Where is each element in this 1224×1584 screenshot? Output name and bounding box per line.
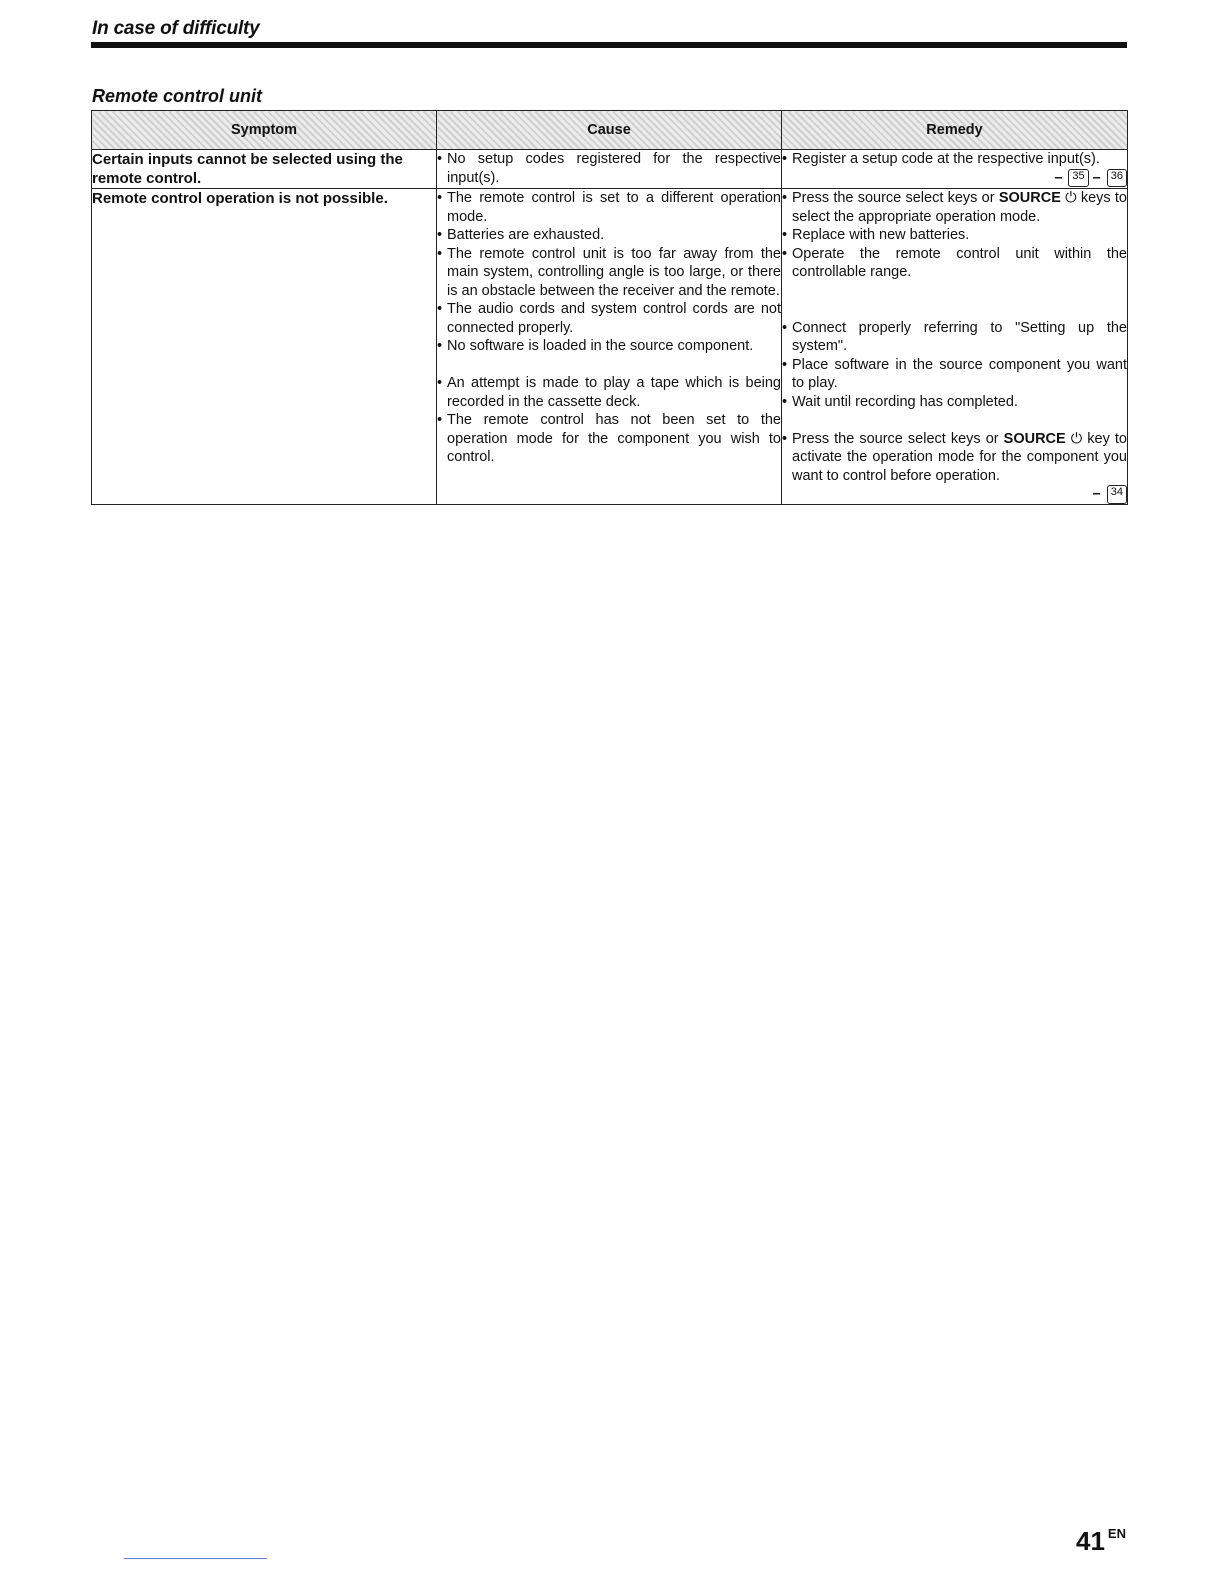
troubleshooting-table: [91, 110, 1128, 505]
page-reference: – 35 – 36: [782, 169, 1127, 188]
remedy-item: • Register a setup code at the respective input(s).: [782, 151, 1100, 167]
remedy-item: • Connect properly referring to "Setting up the system".: [782, 319, 1127, 354]
header-symptom: Symptom: [92, 111, 437, 150]
remedy-item: • Operate the remote control unit within the controllable range.: [782, 245, 1127, 280]
remedy-cell: [782, 189, 1128, 505]
cause-cell: [437, 150, 782, 189]
cause-item: • The audio cords and system control cords are not connected properly.: [437, 301, 781, 336]
cause-item: • The remote control has not been set to the operation mode for the component you wish to control.: [437, 412, 781, 465]
cause-item: • Batteries are exhausted.: [437, 227, 605, 243]
cause-item: • An attempt is made to play a tape which is being recorded in the cassette deck.: [437, 375, 781, 410]
page-reference: – 34: [782, 485, 1127, 504]
page-ref-icon: 34: [1107, 485, 1127, 504]
symptom-cell: Certain inputs cannot be selected using the remote control.: [92, 150, 437, 189]
header-rule: [91, 42, 1127, 48]
remedy-item: • Replace with new batteries.: [782, 227, 970, 243]
header-cause: Cause: [437, 111, 782, 150]
header-remedy: Remedy: [782, 111, 1128, 150]
table-row: [92, 150, 1128, 189]
cause-item: • No setup codes registered for the respective input(s).: [437, 151, 781, 186]
remedy-item: • Press the source select keys or SOURCE ⏻ key to activate the operation mode for the component you want to control before operation.: [782, 430, 1127, 484]
page-number: 41 $^{EN}$: [1076, 1526, 1126, 1556]
subsection-title: Remote control unit: [92, 86, 262, 106]
table-header-row: [92, 111, 1128, 150]
cause-item: • The remote control is set to a different operation mode.: [437, 190, 781, 225]
remedy-item: • Wait until recording has completed.: [782, 393, 1018, 410]
footer-line: [124, 1558, 267, 1559]
language-code: EN: [1107, 1526, 1126, 1541]
remedy-cell: [782, 150, 1128, 189]
page-ref-icon: 36: [1107, 169, 1127, 188]
section-title: In case of difficulty: [92, 18, 260, 39]
table-row: [92, 189, 1128, 505]
remedy-item: • Press the source select keys or SOURCE ⏻ keys to select the appropriate operation mode.: [782, 190, 1127, 225]
cause-item: • The remote control unit is too far away from the main system, controlling angle is too large, or there is an obstacle between the receiver and the remote.: [437, 245, 781, 299]
symptom-cell: Remote control operation is not possible.: [92, 189, 437, 505]
remedy-item: • Place software in the source component you want to play.: [782, 356, 1127, 391]
cause-item: • No software is loaded in the source component.: [437, 338, 754, 354]
page-ref-icon: 35: [1068, 169, 1088, 188]
cause-cell: [437, 189, 782, 505]
